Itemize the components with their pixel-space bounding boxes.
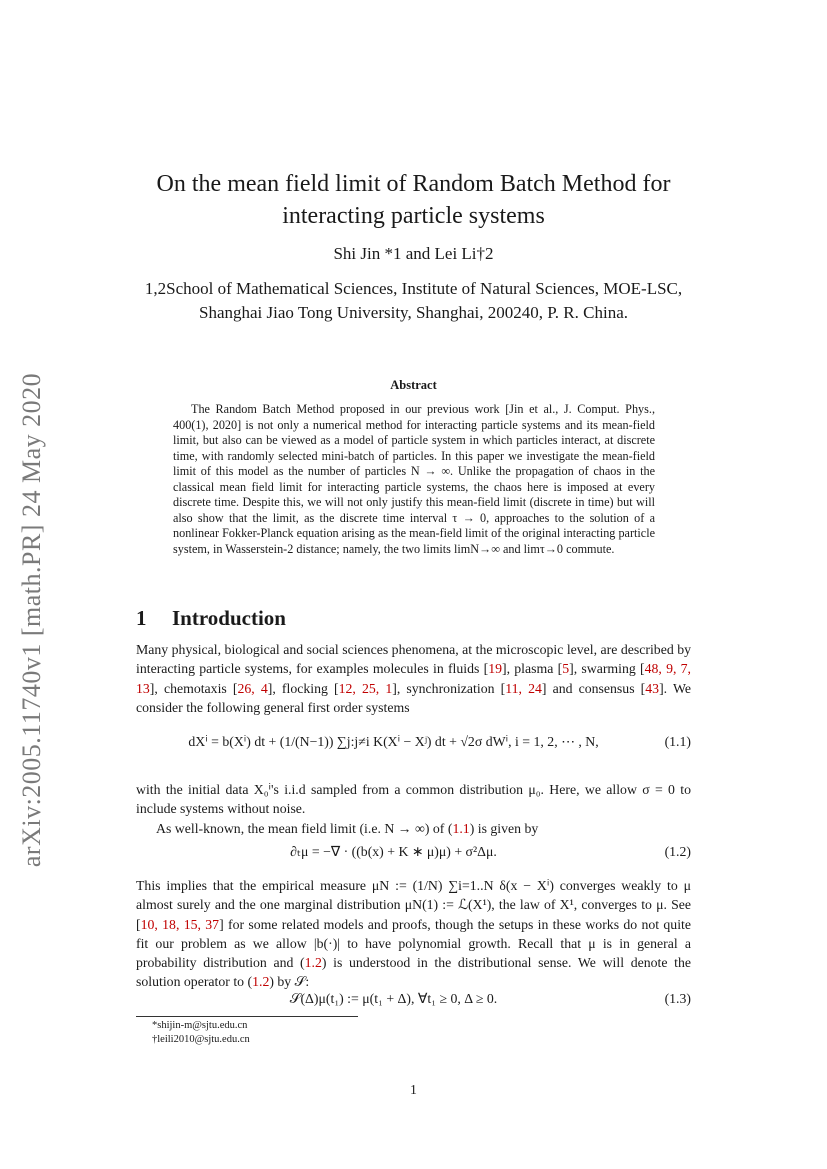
- equation-expression: 𝒮(Δ)μ(t₁) := μ(t₁ + Δ), ∀t₁ ≥ 0, Δ ≥ 0.: [289, 991, 498, 1006]
- para3-text: ) is given by: [469, 820, 539, 836]
- para4-text: ) by 𝒮:: [269, 974, 310, 990]
- affiliation-line-1: 1,2School of Mathematical Sciences, Institute of Natural Sciences, MOE-LSC,: [144, 279, 683, 298]
- abstract-heading: Abstract: [390, 378, 437, 392]
- para2-text: with the initial data X₀ⁱ's i.i.d sampled from a common distribution μ₀. Here, we allow σ = 0 to include systems without noise.: [136, 782, 691, 817]
- arxiv-stamp-text: arXiv:2005.11740v1 [math.PR] 24 May 2020: [17, 372, 46, 868]
- para1-text: ] and consensus [: [541, 680, 646, 696]
- citation-link[interactable]: 12, 25, 1: [338, 680, 393, 696]
- intro-paragraph-2: [136, 780, 691, 838]
- equation-1-2: [136, 838, 691, 868]
- abstract-text: The Random Batch Method proposed in our previous work [Jin et al., J. Comput. Phys., 400(1), 2020] is not only a numerical method for interacting particle systems and its mean-field limit, but also can be viewed as a model of particle system in which particles interact, at discrete time, with randomly selected mini-batch of particles. In this paper we investigate the mean-field limit of this model as the number of particles N → ∞. Unlike the propagation of chaos in the classical mean field limit for interacting particle systems, the chaos here is imposed at every discrete time. Despite this, we will not only justify this mean-field limit (discrete in time) but will also show that the limit, as the discrete time interval τ → 0, approaches to the solution of a nonlinear Fokker-Planck equation arising as the mean-field limit of the original interacting particle system, in Wasserstein-2 distance; namely, the two limits limN→∞ and limτ→0 commute.: [173, 402, 655, 556]
- intro-paragraph-3: [136, 876, 691, 992]
- para1-text: ], plasma [: [502, 661, 563, 677]
- equation-expression: ∂ₜμ = −∇ · ((b(x) + K ∗ μ)μ) + σ²Δμ.: [290, 844, 497, 859]
- paper-title: [100, 168, 727, 232]
- equation-ref-link[interactable]: 1.2: [304, 955, 322, 971]
- equation-ref-link[interactable]: 1.1: [452, 820, 470, 836]
- section-heading: [136, 606, 286, 631]
- page-number: 1: [410, 1082, 417, 1097]
- citation-link[interactable]: 48, 9, 7, 13: [136, 661, 692, 696]
- section-number: 1: [136, 606, 147, 630]
- para1-text: ], flocking [: [267, 680, 339, 696]
- citation-link[interactable]: 10, 18, 15, 37: [140, 916, 220, 932]
- authors: Shi Jin *1 and Lei Li†2: [333, 244, 494, 263]
- affiliation-line-2: Shanghai Jiao Tong University, Shanghai, 200240, P. R. China.: [199, 303, 628, 322]
- para1-text: ], swarming [: [569, 661, 645, 677]
- citation-link[interactable]: 11, 24: [505, 680, 542, 696]
- equation-tag: (1.2): [664, 844, 691, 859]
- para1-text: ]. We consider the following general first order systems: [136, 680, 692, 715]
- affiliation: [100, 277, 727, 325]
- citation-link[interactable]: 26, 4: [237, 680, 268, 696]
- title-line-1: On the mean field limit of Random Batch Method for: [156, 171, 671, 197]
- citation-link[interactable]: 5: [562, 661, 570, 677]
- equation-tag: (1.1): [664, 734, 691, 749]
- footnote-rule: [136, 1016, 358, 1017]
- para3-text: As well-known, the mean field limit (i.e. N → ∞) of (: [156, 820, 453, 836]
- intro-paragraph-1: [136, 640, 691, 717]
- equation-expression: dXⁱ = b(Xⁱ) dt + (1/(N−1)) ∑j:j≠i K(Xⁱ − Xʲ) dt + √2σ dWⁱ, i = 1, 2, ⋯ , N,: [188, 734, 599, 749]
- para1-text: ], synchronization [: [392, 680, 506, 696]
- para4-text: This implies that the empirical measure μN := (1/N) ∑i=1..N δ(x − Xⁱ) converges weakly to μ almost surely and the one marginal distribution μN(1) := ℒ(X¹), the law of X¹, converges to μ. See [: [136, 878, 691, 932]
- equation-1-1: [136, 728, 691, 758]
- para4-text: ] for some related models and proofs, though the setups in these works do not quite fit our problem as we allow |b(·)| to have polynomial growth. Recall that μ is in general a probability distribution and (: [136, 916, 691, 971]
- equation-ref-link[interactable]: 1.2: [252, 974, 270, 990]
- arxiv-stamp: [8, 340, 56, 900]
- title-line-2: interacting particle systems: [282, 203, 545, 229]
- para1-text: Many physical, biological and social sciences phenomena, at the microscopic level, are described by interacting particle systems, for examples molecules in fluids [: [136, 642, 691, 677]
- equation-1-3: [136, 985, 691, 1015]
- footnote-2: †leili2010@sjtu.edu.cn: [152, 1034, 250, 1045]
- equation-tag: (1.3): [664, 991, 691, 1006]
- para1-text: ], chemotaxis [: [149, 680, 238, 696]
- citation-link[interactable]: 19: [488, 661, 502, 677]
- footnote-1: *shijin-m@sjtu.edu.cn: [152, 1020, 248, 1031]
- para4-text: ) is understood in the distributional sense. We will denote the solution operator to (: [136, 955, 691, 990]
- section-title: Introduction: [172, 606, 286, 630]
- abstract-body: [173, 402, 655, 557]
- citation-link[interactable]: 43: [645, 680, 660, 696]
